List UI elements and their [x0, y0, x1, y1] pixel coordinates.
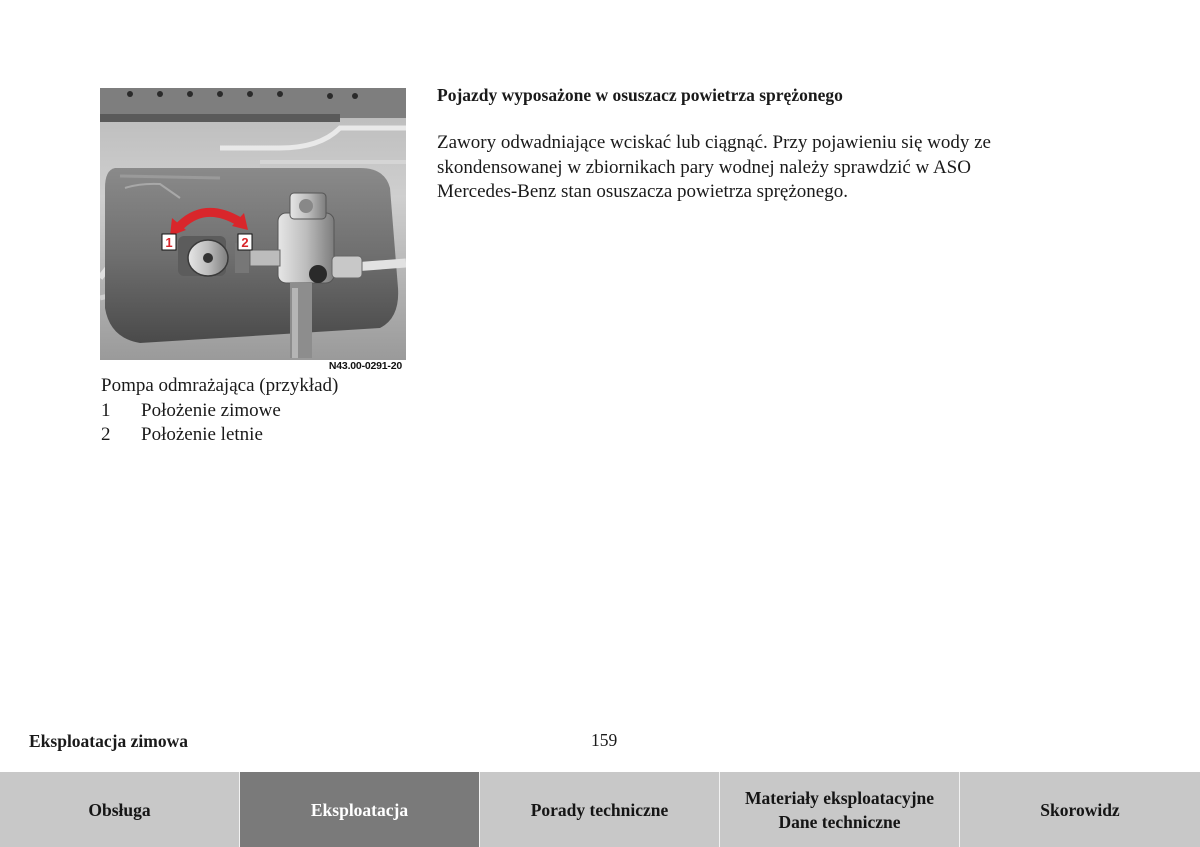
- page-number: 159: [591, 730, 618, 750]
- caption-item: [101, 399, 338, 424]
- tab-label: Porady techniczne: [530, 799, 669, 820]
- tab-label: Dane techniczne: [778, 811, 901, 832]
- section-body: [437, 131, 1057, 205]
- tab-materialy-dane[interactable]: [720, 772, 960, 847]
- body-line: skondensowanej w zbiornikach pary wodnej należy sprawdzić w ASO: [437, 156, 971, 178]
- figure-caption: [101, 374, 338, 448]
- caption-title: Pompa odmrażająca (przykład): [101, 375, 339, 396]
- caption-item-label: Położenie letnie: [141, 424, 263, 445]
- caption-item: [101, 423, 338, 448]
- tab-label: Materiały eksploatacyjne: [744, 787, 935, 808]
- section-title: Pojazdy wyposażone w osuszacz powietrza sprężonego: [437, 85, 843, 105]
- tab-obsluga[interactable]: [0, 772, 240, 847]
- caption-item-number: 1: [101, 399, 111, 421]
- defrost-pump-illustration: [100, 88, 406, 376]
- bottom-nav: [0, 772, 1200, 847]
- marker-2: 2: [241, 235, 249, 250]
- body-line: Zawory odwadniające wciskać lub ciągnąć. Przy pojawieniu się wody ze: [437, 132, 991, 153]
- tab-label: Skorowidz: [1040, 799, 1120, 820]
- caption-item-number: 2: [101, 424, 111, 445]
- body-line: Mercedes-Benz stan osuszacza powietrza sprężonego.: [437, 181, 848, 202]
- defrost-pump-figure: [100, 88, 406, 376]
- marker-1: 1: [165, 235, 173, 250]
- figure-code: N43.00-0291-20: [328, 360, 402, 372]
- tab-label: Eksploatacja: [310, 799, 409, 820]
- tab-skorowidz[interactable]: [960, 772, 1200, 847]
- chapter-title: Eksploatacja zimowa: [29, 731, 188, 751]
- tab-porady-techniczne[interactable]: [480, 772, 720, 847]
- tab-label: Obsługa: [88, 799, 151, 820]
- tab-eksploatacja[interactable]: [240, 772, 480, 847]
- caption-item-label: Położenie zimowe: [141, 399, 281, 421]
